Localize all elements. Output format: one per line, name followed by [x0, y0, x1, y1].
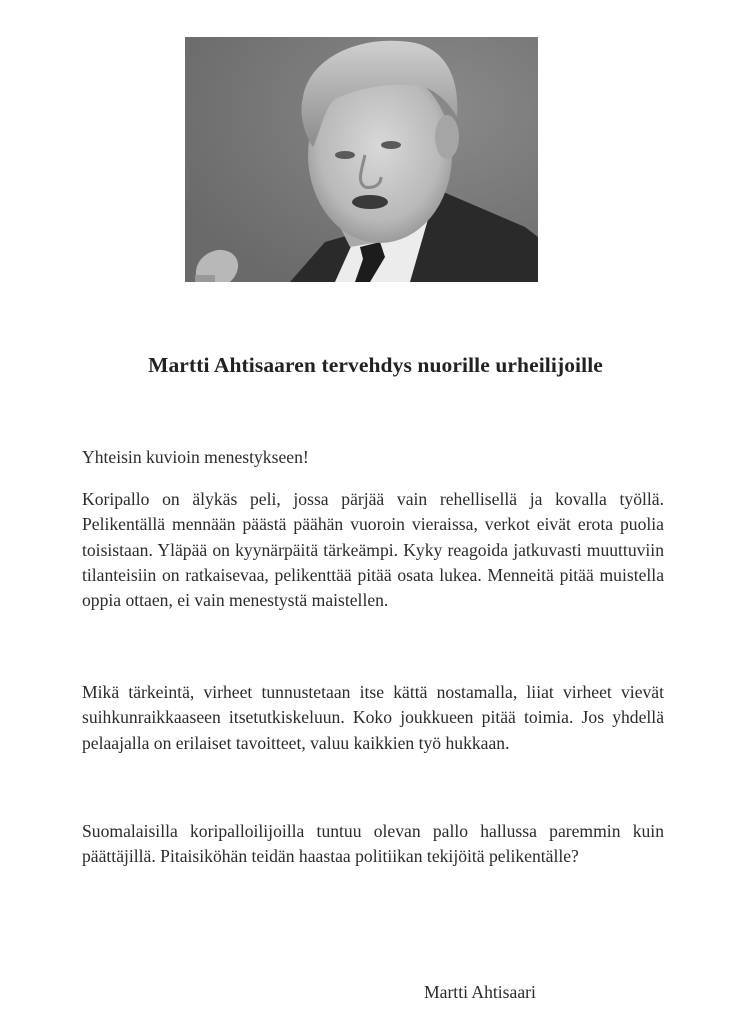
body-paragraph: Koripallo on älykäs peli, jossa pärjää vain rehellisellä ja kovalla työllä. Pelikentällä mennään päästä päähän vuoroin vieraissa, verkot eivät erota puolia toisistaan. Yläpää on kyynärpäitä tärkeämpi. Kyky reagoida jatkuvasti muuttuviin tilanteisiin on ratkaisevaa, pelikenttää pitää osata lukea. Menneitä pitää muistella oppia ottaen, ei vain menestystä maistellen. [82, 489, 664, 611]
body-paragraph: Suomalaisilla koripalloilijoilla tuntuu olevan pallo hallussa paremmin kuin päättäjillä. Pitaisiköhän teidän haastaa politiikan tekijöitä pelikentälle? [82, 821, 664, 867]
portrait-illustration [185, 37, 538, 282]
signature: Martti Ahtisaari [424, 982, 536, 1002]
document-title: Martti Ahtisaaren tervehdys nuorille urheilijoille [148, 353, 603, 377]
ear-shape [435, 115, 459, 159]
body-paragraph: Mikä tärkeintä, virheet tunnustetaan itse kättä nostamalla, liiat virheet vievät suihkunraikkaaseen itsetutkiskeluun. Koko joukkueen pitää toimia. Jos yhdellä pelaajalla on erilaiset tavoitteet, valuu kaikkien työ hukkaan. [82, 682, 664, 753]
left-eye [335, 151, 355, 159]
mouth-shape [352, 195, 388, 209]
portrait-photo [185, 37, 538, 282]
greeting-paragraph: Yhteisin kuvioin menestykseen! [82, 447, 309, 467]
right-eye [381, 141, 401, 149]
